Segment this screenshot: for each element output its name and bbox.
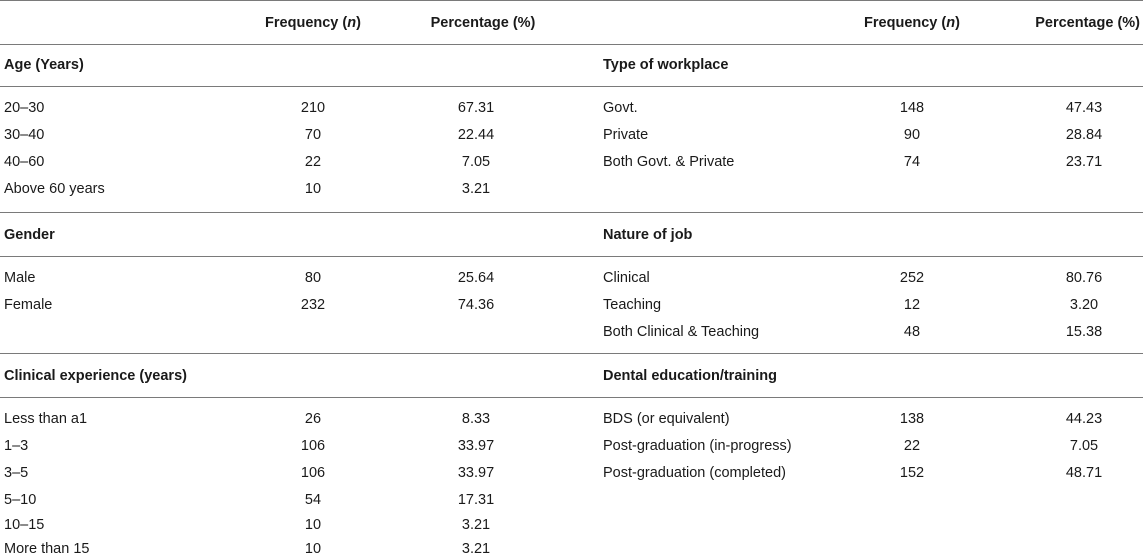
row-label: 40–60 — [4, 154, 45, 170]
row-label: BDS (or equivalent) — [603, 411, 730, 427]
row-frequency: 138 — [899, 411, 925, 427]
section-title-age: Age (Years) — [4, 57, 84, 73]
row-frequency: 12 — [903, 297, 921, 313]
row-percentage: 3.20 — [1069, 297, 1099, 313]
row-percentage: 33.97 — [457, 465, 495, 481]
row-label: Govt. — [603, 100, 638, 116]
row-label: 30–40 — [4, 127, 45, 143]
section-3-title-rule — [0, 397, 1143, 398]
row-frequency: 148 — [899, 100, 925, 116]
row-label: Both Clinical & Teaching — [603, 324, 760, 340]
row-label: 5–10 — [4, 492, 37, 508]
row-percentage: 74.36 — [457, 297, 495, 313]
row-label: 20–30 — [4, 100, 45, 116]
header-right-frequency: Frequency (n) — [864, 15, 960, 31]
section-2-title-rule — [0, 256, 1143, 257]
section-title-gender: Gender — [4, 227, 55, 243]
row-frequency: 10 — [304, 517, 322, 533]
row-frequency: 80 — [304, 270, 322, 286]
row-percentage: 44.23 — [1065, 411, 1103, 427]
row-label: 3–5 — [4, 465, 29, 481]
row-label: Post-graduation (in-progress) — [603, 438, 792, 454]
row-percentage: 7.05 — [1069, 438, 1099, 454]
row-percentage: 48.71 — [1065, 465, 1103, 481]
section-title-nature-of-job: Nature of job — [603, 227, 693, 243]
header-left-n: n — [347, 15, 357, 31]
row-percentage: 80.76 — [1065, 270, 1103, 286]
row-label: Male — [4, 270, 36, 286]
row-frequency: 22 — [903, 438, 921, 454]
row-frequency: 90 — [903, 127, 921, 143]
row-label: Above 60 years — [4, 181, 105, 197]
row-percentage: 15.38 — [1065, 324, 1103, 340]
row-label: Teaching — [603, 297, 662, 313]
row-label: Female — [4, 297, 53, 313]
row-frequency: 10 — [304, 181, 322, 197]
row-frequency: 48 — [903, 324, 921, 340]
row-frequency: 252 — [899, 270, 925, 286]
row-label: 10–15 — [4, 517, 45, 533]
row-frequency: 210 — [300, 100, 326, 116]
row-percentage: 22.44 — [457, 127, 495, 143]
section-title-clinical-experience: Clinical experience (years) — [4, 368, 187, 384]
header-right-frequency-label: Frequency — [864, 15, 938, 31]
row-frequency: 106 — [300, 438, 326, 454]
row-percentage: 7.05 — [461, 154, 491, 170]
row-percentage: 28.84 — [1065, 127, 1103, 143]
row-label: Private — [603, 127, 649, 143]
header-rule — [0, 44, 1143, 45]
header-left-frequency-label: Frequency — [265, 15, 339, 31]
row-percentage: 17.31 — [457, 492, 495, 508]
row-frequency: 26 — [304, 411, 322, 427]
row-label: Post-graduation (completed) — [603, 465, 786, 481]
row-percentage: 23.71 — [1065, 154, 1103, 170]
row-frequency: 152 — [899, 465, 925, 481]
row-percentage: 3.21 — [461, 181, 491, 197]
row-label: 1–3 — [4, 438, 29, 454]
row-percentage: 47.43 — [1065, 100, 1103, 116]
row-percentage: 33.97 — [457, 438, 495, 454]
section-2-end-rule — [0, 353, 1143, 354]
row-frequency: 10 — [304, 541, 322, 557]
section-title-workplace: Type of workplace — [603, 57, 729, 73]
row-label: More than 15 — [4, 541, 90, 557]
header-right-percentage: Percentage (%) — [1035, 15, 1140, 31]
section-1-end-rule — [0, 212, 1143, 213]
header-left-frequency: Frequency (n) — [265, 15, 361, 31]
row-label: Less than a1 — [4, 411, 88, 427]
row-label: Both Govt. & Private — [603, 154, 735, 170]
row-percentage: 67.31 — [457, 100, 495, 116]
header-left-percentage: Percentage (%) — [430, 15, 536, 31]
row-percentage: 25.64 — [457, 270, 495, 286]
row-frequency: 22 — [304, 154, 322, 170]
header-right-n: n — [946, 15, 956, 31]
section-1-title-rule — [0, 86, 1143, 87]
row-percentage: 3.21 — [461, 541, 491, 557]
row-percentage: 3.21 — [461, 517, 491, 533]
row-percentage: 8.33 — [461, 411, 491, 427]
row-label: Clinical — [603, 270, 650, 286]
row-frequency: 70 — [304, 127, 322, 143]
row-frequency: 54 — [304, 492, 322, 508]
row-frequency: 74 — [903, 154, 921, 170]
row-frequency: 106 — [300, 465, 326, 481]
section-title-dental-education: Dental education/training — [603, 368, 778, 384]
row-frequency: 232 — [300, 297, 326, 313]
table-top-rule — [0, 0, 1143, 1]
